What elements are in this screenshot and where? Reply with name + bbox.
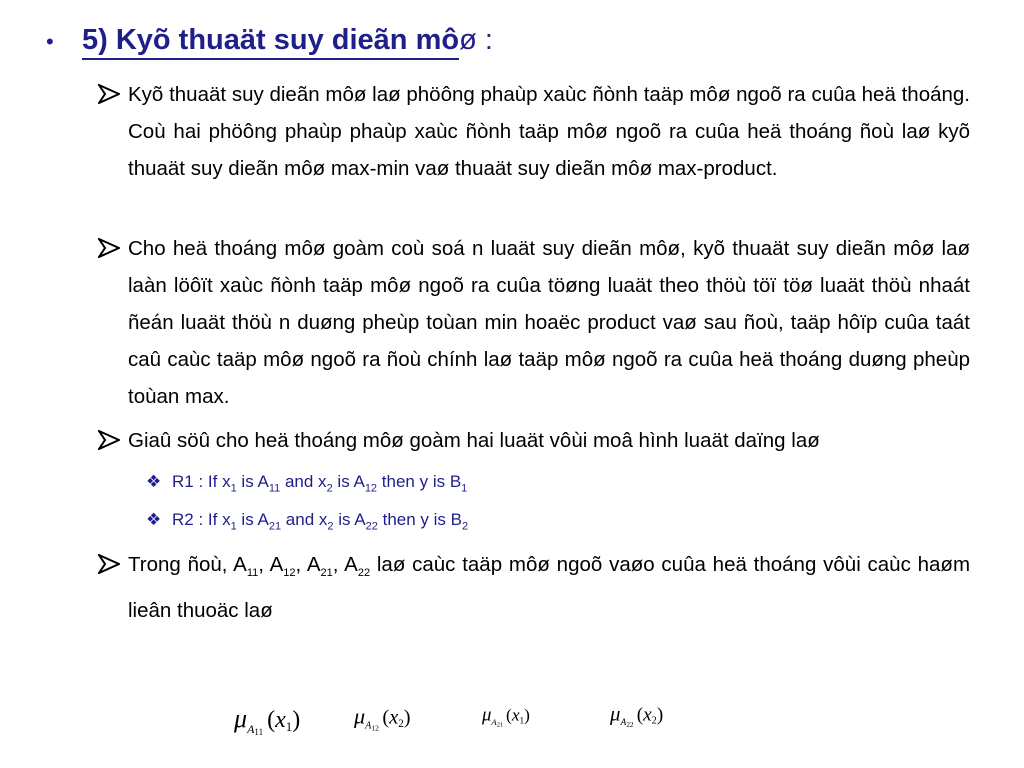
arrowhead-bullet-icon [98, 230, 128, 415]
paragraph-text: Cho heä thoáng môø goàm coù soá n luaät suy dieãn môø, kyõ thuaät suy dieãn môø laø laàn löôït xaùc ñònh taäp môø ngoõ ra cuûa töøng luaät theo thöù töï töø luaät thöù nhaát ñeán luaät thöù n duøng pheùp toùan min hoaëc product vaø sau ñoù, taäp hôïp cuûa taát caû caùc taäp môø ngoõ ra ñoù chính laø taäp môø ngoõ ra cuûa heä thoáng duøng pheùp toùan max. [128, 237, 970, 408]
rule-text: R2 : If $x_1$ is $A_{21}$ and $x_2$ is $A_{22}$ then y is $B_2$ [172, 510, 469, 533]
title-text: 5) Kyõ thuaät suy dieãn mô [82, 22, 459, 60]
four-diamond-bullet-icon: ❖ [146, 472, 162, 491]
rule-text: R1 : If $x_1$ is $A_{11}$ and $x_2$ is $A_{12}$ then y is $B_1$ [172, 472, 468, 495]
arrowhead-bullet-icon [98, 422, 128, 459]
paragraph-text: Giaû söû cho heä thoáng môø goàm hai luaät vôùi moâ hình luaät daïng laø [128, 429, 820, 452]
paragraph-4 [98, 546, 970, 629]
bullet-dot-icon: • [46, 29, 54, 54]
arrowhead-bullet-icon [98, 546, 128, 629]
paragraph-text: Trong ñoù, $A_{11}$, $A_{12}$, $A_{21}$, $A_{22}$ laø caùc taäp môø ngoõ vaøo cuûa heä thoáng vôùi caùc haøm lieân thuoäc laø [128, 553, 971, 623]
paragraph-2 [98, 230, 970, 415]
rule-r2 [146, 510, 468, 532]
four-diamond-bullet-icon: ❖ [146, 510, 162, 529]
paragraph-1 [98, 76, 970, 187]
paragraph-text: Kyõ thuaät suy dieãn môø laø phöông phaùp xaùc ñònh taäp môø ngoõ ra cuûa heä thoáng. Coù hai phöông phaùp phaùp xaùc ñònh taäp môø ngoõ ra cuûa heä thoáng ñoù laø kyõ thuaät suy dieãn môø max-min vaø thuaät suy dieãn môø max-product. [128, 83, 970, 180]
formula-mu-a22: $\mu_{A22}$ (x2) [610, 702, 664, 729]
formula-mu-a21: $\mu_{A21}$ (x1) [482, 704, 530, 728]
arrowhead-bullet-icon [98, 76, 128, 187]
title-suffix: ø : [459, 24, 493, 56]
paragraph-3 [98, 422, 970, 459]
formula-mu-a11: $\mu_{A11}$ (x1) [234, 704, 301, 737]
formula-mu-a12: $\mu_{A12}$ (x2) [354, 704, 411, 733]
rule-r1 [146, 472, 467, 494]
membership-functions [0, 700, 1024, 750]
slide-title [46, 22, 493, 60]
